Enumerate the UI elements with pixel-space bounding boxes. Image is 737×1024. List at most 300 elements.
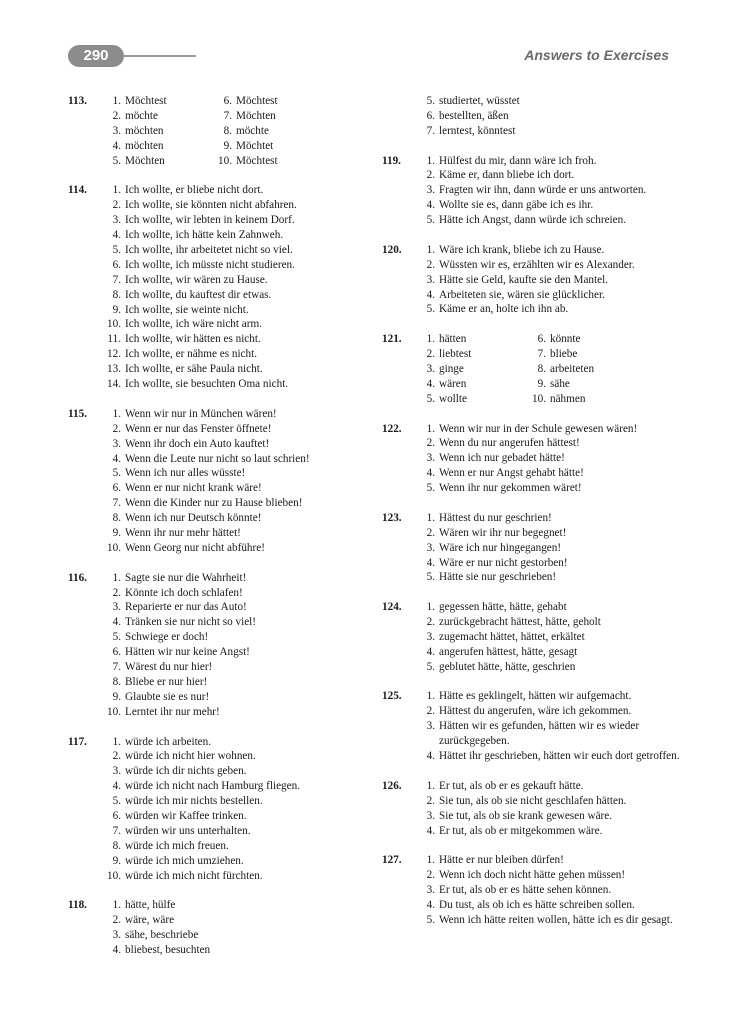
answer-row <box>68 764 358 779</box>
item-index: 9. <box>112 854 121 867</box>
answer-row <box>68 586 358 601</box>
answer-row <box>68 511 358 526</box>
answer-row <box>382 168 682 183</box>
exercise-number <box>382 198 414 213</box>
item-index: 4. <box>112 780 121 793</box>
answer-row <box>68 600 358 615</box>
item-index: 2. <box>426 169 435 182</box>
item-index: 6. <box>223 95 232 107</box>
item-answer: Hätte er nur bleiben dürfen! <box>439 854 564 867</box>
answer-row <box>68 705 358 720</box>
exercise-number <box>68 511 100 526</box>
exercise-number <box>382 541 414 556</box>
exercise-block <box>382 422 682 497</box>
item-answer: würde ich nicht nach Hamburg fliegen. <box>125 780 301 793</box>
exercise-number <box>68 139 100 154</box>
answer-pair <box>414 362 682 377</box>
exercise-number <box>382 377 414 392</box>
item-answer: Sagte sie nur die Wahrheit! <box>125 571 247 584</box>
answer-row <box>382 883 682 898</box>
answer-row <box>68 198 358 213</box>
item-answer: wollte <box>439 392 467 405</box>
item-answer: Wenn er nur nicht krank wäre! <box>125 482 262 495</box>
item-index: 1. <box>112 735 121 748</box>
item-answer: wären <box>439 377 467 390</box>
item-answer: Schwiege er doch! <box>125 631 209 644</box>
item-answer: Hättest du angerufen, wäre ich gekommen. <box>439 705 632 718</box>
exercise-number <box>382 824 414 839</box>
exercise-number <box>68 705 100 720</box>
item-answer: würden wir uns unterhalten. <box>125 824 251 837</box>
answer-row <box>68 466 358 481</box>
item-answer: Hättest du nur geschrien! <box>439 511 552 524</box>
exercise-number <box>382 481 414 496</box>
exercise-number: 125. <box>382 690 402 703</box>
exercise-number <box>68 258 100 273</box>
item-answer: Ich wollte, ihr arbeitetet nicht so viel. <box>125 243 293 256</box>
item-index: 4. <box>426 377 435 390</box>
item-index: 3. <box>112 124 121 137</box>
item-answer: bliebe <box>550 348 578 361</box>
item-index: 10. <box>532 392 546 405</box>
item-index: 7. <box>112 824 121 837</box>
item-index: 9. <box>112 690 121 703</box>
answer-row <box>68 109 358 124</box>
answer-row <box>68 288 358 303</box>
answer-row <box>68 303 358 318</box>
exercise-number <box>68 228 100 243</box>
item-answer: Hätte sie nur geschrieben! <box>439 571 557 584</box>
item-index: 9. <box>537 377 546 390</box>
item-answer: Wenn er nur das Fenster öffnete! <box>125 422 272 435</box>
item-index: 1. <box>426 854 435 867</box>
answer-row <box>382 511 682 526</box>
item-answer: würde ich arbeiten. <box>125 735 212 748</box>
item-answer: Wenn die Leute nur nicht so laut schrien! <box>125 452 310 465</box>
answer-cell <box>208 109 358 124</box>
exercise-number <box>68 466 100 481</box>
answer-row <box>68 377 358 392</box>
item-answer: Ich wollte, sie könnten nicht abfahren. <box>125 199 297 212</box>
answer-row <box>68 854 358 869</box>
exercise-number <box>68 526 100 541</box>
exercise-number <box>68 452 100 467</box>
item-index: 1. <box>112 95 121 107</box>
item-index: 8. <box>223 124 232 137</box>
exercise-number: 116. <box>68 571 87 584</box>
answer-row <box>68 735 358 750</box>
exercise-number <box>68 496 100 511</box>
answer-pair <box>100 154 358 169</box>
answer-row <box>382 154 682 169</box>
item-answer: würden wir Kaffee trinken. <box>125 810 247 823</box>
exercise-number <box>68 273 100 288</box>
answer-cell <box>522 377 682 392</box>
item-index: 6. <box>112 810 121 823</box>
item-answer: möchten <box>125 139 164 152</box>
item-answer: Ich wollte, er nähme es nicht. <box>125 348 258 361</box>
item-index: 5. <box>112 243 121 256</box>
answer-row <box>68 407 358 422</box>
item-answer: bliebest, besuchten <box>125 944 211 957</box>
item-answer: Wäre ich nur hingegangen! <box>439 541 562 554</box>
answer-row <box>382 913 682 928</box>
item-answer: sähe <box>550 377 570 390</box>
item-index: 5. <box>112 467 121 480</box>
item-index: 9. <box>112 303 121 316</box>
exercise-number <box>382 183 414 198</box>
exercise-number <box>382 794 414 809</box>
item-index: 2. <box>112 750 121 763</box>
exercise-number <box>382 451 414 466</box>
answer-cell <box>100 109 208 124</box>
item-answer: sähe, beschriebe <box>125 929 199 942</box>
answer-row <box>382 779 682 794</box>
answer-cell <box>522 362 682 377</box>
exercise-number <box>68 943 100 958</box>
item-answer: Ich wollte, wir wären zu Hause. <box>125 273 268 286</box>
exercise-number <box>68 541 100 556</box>
exercise-number <box>382 347 414 362</box>
answer-row <box>68 839 358 854</box>
answer-row <box>382 332 682 347</box>
answer-pair <box>414 392 682 407</box>
answer-row <box>68 154 358 169</box>
item-index: 3. <box>426 720 435 733</box>
exercise-number: 127. <box>382 854 402 867</box>
answer-row <box>382 183 682 198</box>
item-index: 9. <box>112 527 121 540</box>
item-index: 4. <box>112 944 121 957</box>
item-answer: liebtest <box>439 348 472 361</box>
answer-cell <box>414 377 522 392</box>
item-answer: Hätten wir nur keine Angst! <box>125 646 250 659</box>
item-answer: Er tut, als ob er mitgekommen wäre. <box>439 824 603 837</box>
answer-row <box>68 228 358 243</box>
answer-row <box>382 273 682 288</box>
answer-row <box>68 794 358 809</box>
item-answer: Möchtest <box>125 95 167 107</box>
item-answer: würde ich nicht hier wohnen. <box>125 750 256 763</box>
item-answer: Möchtet <box>236 139 274 152</box>
page-number-badge: 290 <box>68 45 124 67</box>
item-index: 9. <box>223 139 232 152</box>
item-answer: Wenn ich nur Deutsch könnte! <box>125 512 262 525</box>
answer-cell <box>522 347 682 362</box>
answer-row <box>382 466 682 481</box>
answer-row <box>68 898 358 913</box>
item-answer: Tränken sie nur nicht so viel! <box>125 616 257 629</box>
exercise-number <box>382 645 414 660</box>
item-answer: Lerntet ihr nur mehr! <box>125 705 220 718</box>
item-index: 1. <box>426 243 435 256</box>
answer-row <box>68 690 358 705</box>
item-answer: lerntest, könntest <box>439 124 516 137</box>
exercise-number <box>68 660 100 675</box>
item-answer: Wüssten wir es, erzählten wir es Alexander. <box>439 258 635 271</box>
item-answer: Ich wollte, sie weinte nicht. <box>125 303 249 316</box>
answer-row <box>68 526 358 541</box>
item-index: 1. <box>426 779 435 792</box>
item-index: 3. <box>112 601 121 614</box>
item-answer: geblutet hätte, hätte, geschrien <box>439 660 576 673</box>
answer-row <box>382 868 682 883</box>
exercise-number <box>68 913 100 928</box>
answer-row <box>382 541 682 556</box>
item-answer: Wäre ich krank, bliebe ich zu Hause. <box>439 243 605 256</box>
exercise-number <box>382 288 414 303</box>
answer-row <box>68 571 358 586</box>
header-rule <box>124 55 196 57</box>
answer-row <box>382 362 682 377</box>
item-index: 4. <box>426 750 435 763</box>
exercise-number <box>382 809 414 824</box>
answer-row <box>68 630 358 645</box>
item-index: 5. <box>426 660 435 673</box>
answer-row <box>68 943 358 958</box>
item-index: 3. <box>112 765 121 778</box>
item-index: 7. <box>426 124 435 137</box>
exercise-number <box>68 437 100 452</box>
item-index: 2. <box>426 705 435 718</box>
exercise-number: 126. <box>382 779 402 792</box>
exercise-block <box>382 853 682 928</box>
item-index: 7. <box>112 273 121 286</box>
item-index: 6. <box>426 109 435 122</box>
item-index: 7. <box>537 348 546 361</box>
answer-cell <box>414 332 522 347</box>
answer-pair <box>100 94 358 109</box>
item-index: 4. <box>426 898 435 911</box>
item-index: 2. <box>426 437 435 450</box>
item-answer: Wenn die Kinder nur zu Hause blieben! <box>125 497 303 510</box>
item-index: 4. <box>426 467 435 480</box>
item-answer: arbeiteten <box>550 362 595 375</box>
item-index: 7. <box>112 661 121 674</box>
item-answer: hätten <box>439 333 467 346</box>
item-index: 4. <box>426 824 435 837</box>
answer-cell <box>100 154 208 169</box>
item-answer: Wenn ich nur alles wüsste! <box>125 467 246 480</box>
answer-row <box>68 243 358 258</box>
item-index: 5. <box>426 95 435 107</box>
answer-row <box>382 422 682 437</box>
exercise-number <box>68 288 100 303</box>
item-answer: gegessen hätte, hätte, gehabt <box>439 601 567 614</box>
item-index: 2. <box>426 794 435 807</box>
answer-cell <box>522 392 682 407</box>
answer-row <box>382 94 682 109</box>
exercise-number: 113. <box>68 95 87 107</box>
exercise-number <box>68 317 100 332</box>
answer-row <box>68 496 358 511</box>
item-answer: Möchtest <box>236 154 278 167</box>
exercise-number <box>68 198 100 213</box>
exercise-number <box>382 883 414 898</box>
exercise-number: 114. <box>68 184 87 197</box>
item-answer: würde ich mich freuen. <box>125 839 229 852</box>
item-index: 4. <box>112 616 121 629</box>
answer-cell <box>100 139 208 154</box>
exercise-block <box>68 735 358 884</box>
item-answer: Wenn du nur angerufen hättest! <box>439 437 580 450</box>
answer-row <box>382 258 682 273</box>
item-answer: Er tut, als ob er es gekauft hätte. <box>439 779 584 792</box>
exercise-number <box>382 362 414 377</box>
item-answer: Wenn wir nur in der Schule gewesen wären! <box>439 422 638 435</box>
item-answer: Ich wollte, wir hätten es nicht. <box>125 333 261 346</box>
item-answer: Möchtest <box>236 95 278 107</box>
answer-row <box>68 94 358 109</box>
item-answer: Bliebe er nur hier! <box>125 676 208 689</box>
answer-row <box>382 302 682 317</box>
item-answer: Du tust, als ob ich es hätte schreiben sollen. <box>439 898 635 911</box>
item-index: 2. <box>426 526 435 539</box>
exercise-number: 123. <box>382 511 402 524</box>
item-answer: Wärest du nur hier! <box>125 661 213 674</box>
exercise-number <box>382 630 414 645</box>
exercise-block <box>68 94 358 169</box>
answer-row <box>382 794 682 809</box>
exercise-number <box>68 154 100 169</box>
item-index: 2. <box>426 869 435 882</box>
item-answer: Wenn ihr doch ein Auto kauftet! <box>125 437 270 450</box>
exercise-number: 119. <box>382 154 401 167</box>
answer-cell <box>208 154 358 169</box>
exercise-number: 124. <box>382 601 402 614</box>
exercise-number <box>382 556 414 571</box>
exercise-number <box>382 913 414 928</box>
exercise-block <box>382 511 682 586</box>
item-answer: Wenn ihr nur gekommen wäret! <box>439 482 582 495</box>
answer-row <box>382 213 682 228</box>
answer-row <box>68 869 358 884</box>
answer-row <box>382 436 682 451</box>
exercise-number <box>382 615 414 630</box>
exercise-block <box>68 183 358 392</box>
exercise-number <box>68 332 100 347</box>
item-answer: Glaubte sie es nur! <box>125 690 210 703</box>
exercise-number: 115. <box>68 407 87 420</box>
item-answer: ginge <box>439 362 464 375</box>
item-answer: Wollte sie es, dann gäbe ich es ihr. <box>439 199 594 212</box>
item-index: 6. <box>112 646 121 659</box>
exercise-number <box>68 243 100 258</box>
exercise-number <box>68 630 100 645</box>
item-index: 5. <box>426 303 435 316</box>
answer-cell <box>208 124 358 139</box>
answer-cell <box>208 94 358 109</box>
answer-row <box>68 362 358 377</box>
item-answer: würde ich dir nichts geben. <box>125 765 247 778</box>
item-index: 4. <box>426 199 435 212</box>
answer-row <box>68 809 358 824</box>
answer-row <box>382 660 682 675</box>
exercise-number: 122. <box>382 422 402 435</box>
item-answer: Hättet ihr geschrieben, hätten wir euch dort getroffen. <box>439 750 680 763</box>
item-index: 1. <box>112 899 121 912</box>
exercise-number <box>68 824 100 839</box>
item-index: 5. <box>112 631 121 644</box>
answer-row <box>68 183 358 198</box>
item-answer: Wenn ihr nur mehr hättet! <box>125 527 241 540</box>
exercise-number <box>382 570 414 585</box>
answer-row <box>382 630 682 645</box>
exercise-number <box>68 794 100 809</box>
item-index: 2. <box>112 199 121 212</box>
item-index: 2. <box>426 348 435 361</box>
exercise-number <box>382 704 414 719</box>
exercise-number <box>382 660 414 675</box>
item-index: 6. <box>112 258 121 271</box>
exercise-number <box>382 749 414 764</box>
item-answer: bestellten, äßen <box>439 109 509 122</box>
item-index: 5. <box>426 571 435 584</box>
answer-row <box>382 288 682 303</box>
item-answer: Käme er an, holte ich ihn ab. <box>439 303 569 316</box>
item-index: 10. <box>218 154 232 167</box>
item-answer: zurückgebracht hättest, hätte, geholt <box>439 616 601 629</box>
exercise-number <box>68 779 100 794</box>
item-index: 5. <box>426 392 435 405</box>
item-index: 4. <box>112 452 121 465</box>
answer-row <box>68 422 358 437</box>
item-answer: Wären wir ihr nur begegnet! <box>439 526 567 539</box>
answer-row <box>68 615 358 630</box>
answer-pair <box>414 332 682 347</box>
exercise-block <box>382 94 682 139</box>
item-answer: Könnte ich doch schlafen! <box>125 586 243 599</box>
answer-row <box>382 556 682 571</box>
answer-row <box>68 913 358 928</box>
answer-cell <box>100 94 208 109</box>
exercise-number <box>68 213 100 228</box>
item-index: 1. <box>426 511 435 524</box>
item-index: 3. <box>426 452 435 465</box>
answer-pair <box>100 139 358 154</box>
item-index: 3. <box>426 630 435 643</box>
left-answer-column <box>68 94 358 973</box>
exercise-number <box>68 481 100 496</box>
item-index: 1. <box>426 154 435 167</box>
answer-row <box>382 347 682 362</box>
item-answer: Ich wollte, ich müsste nicht studieren. <box>125 258 295 271</box>
answer-row <box>382 570 682 585</box>
item-index: 3. <box>426 541 435 554</box>
item-index: 3. <box>426 809 435 822</box>
exercise-number <box>68 869 100 884</box>
answer-row <box>68 645 358 660</box>
answer-row <box>68 317 358 332</box>
item-index: 5. <box>426 913 435 926</box>
exercise-number <box>382 258 414 273</box>
exercise-number <box>68 109 100 124</box>
answer-row <box>382 853 682 868</box>
item-index: 5. <box>426 214 435 227</box>
item-index: 14. <box>107 378 121 391</box>
item-answer: Käme er, dann bliebe ich dort. <box>439 169 575 182</box>
answer-row <box>68 213 358 228</box>
answer-cell <box>414 362 522 377</box>
answer-row <box>382 451 682 466</box>
item-answer: nähmen <box>550 392 586 405</box>
exercise-number <box>382 273 414 288</box>
exercise-number <box>68 600 100 615</box>
item-answer: Möchten <box>125 154 165 167</box>
answer-row <box>382 124 682 139</box>
item-answer: würde ich mich nicht fürchten. <box>125 869 263 882</box>
item-answer: Wenn ich nur gebadet hätte! <box>439 452 565 465</box>
